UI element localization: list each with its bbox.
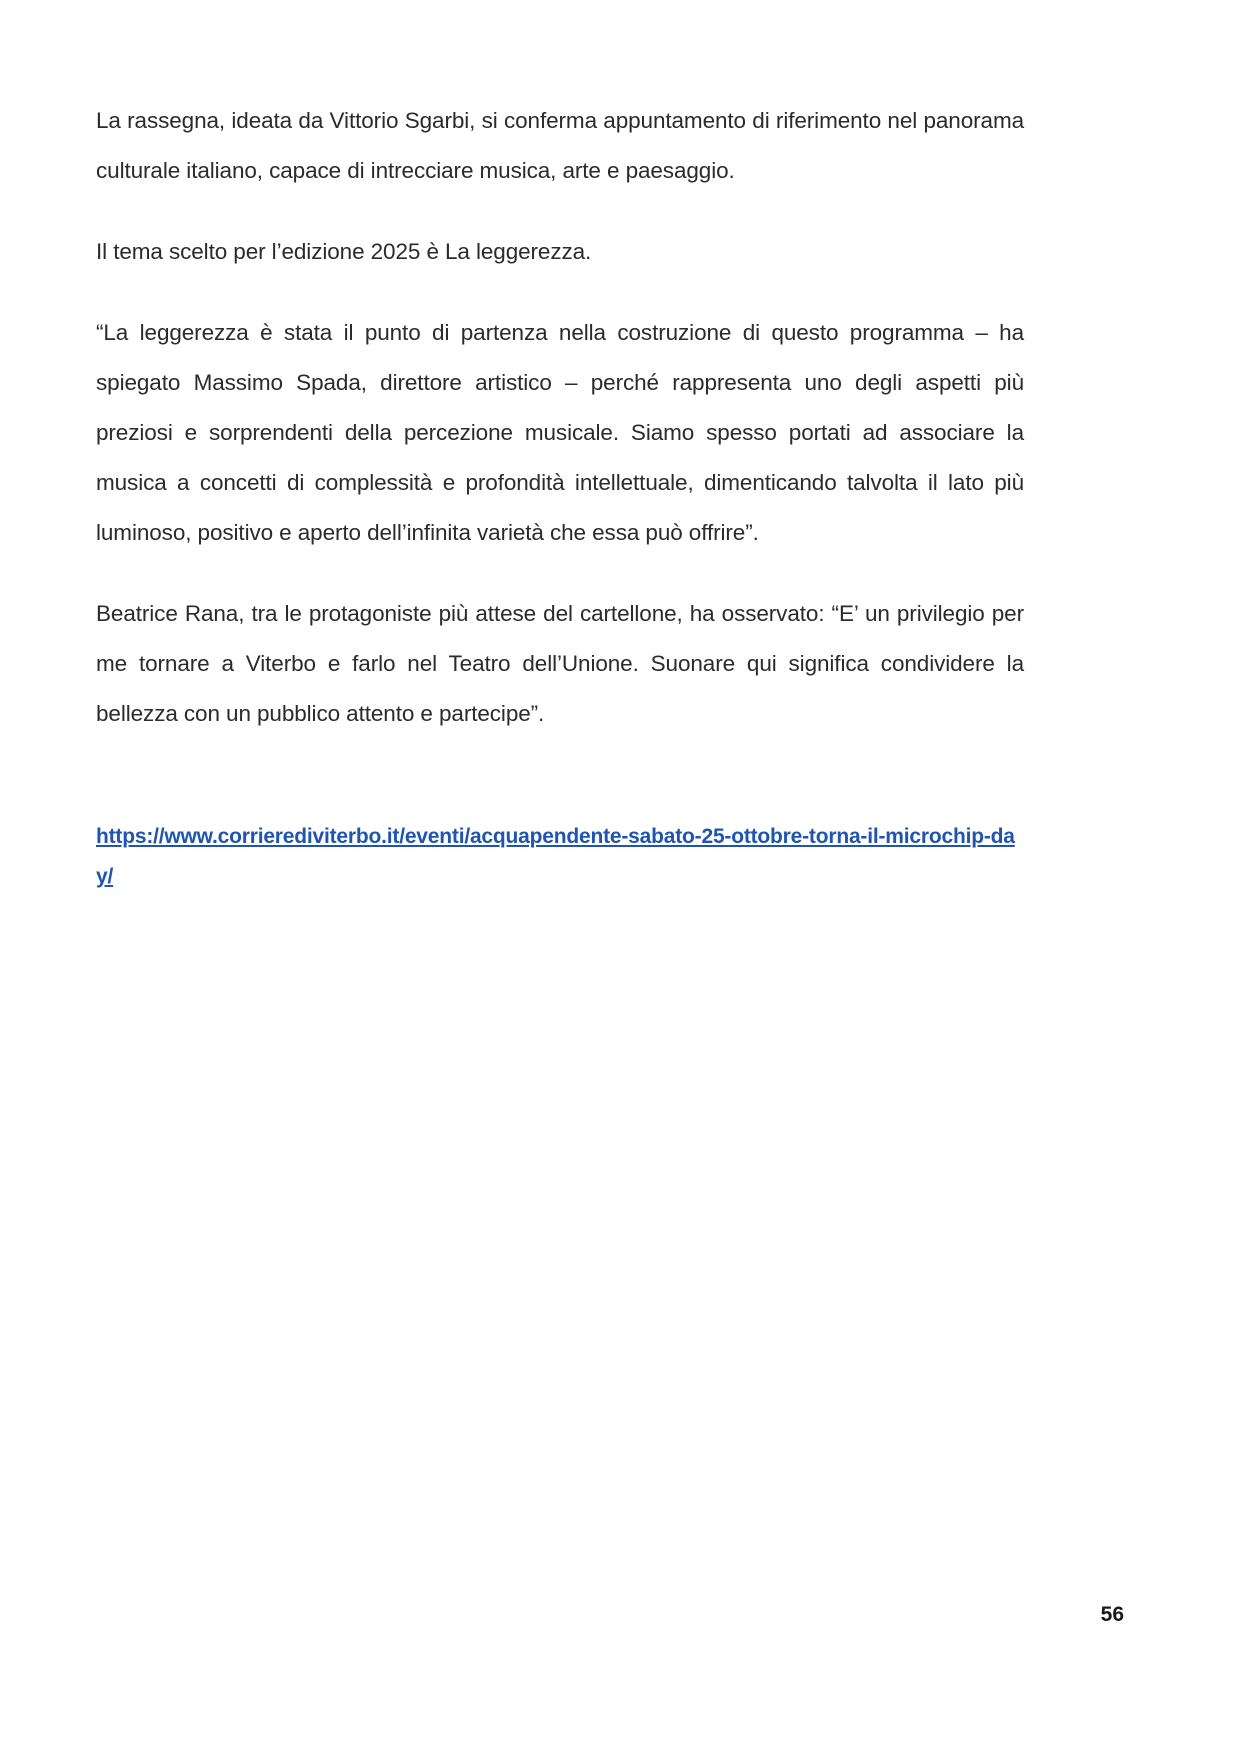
source-url-link[interactable]: https://www.corrierediviterbo.it/eventi/acquapendente-sabato-25-ottobre-torna-il-microchip-day/ — [96, 825, 1015, 888]
paragraph-rassegna: La rassegna, ideata da Vittorio Sgarbi, si conferma appuntamento di riferimento nel panorama culturale italiano, capace di intrecciare musica, arte e paesaggio. — [96, 108, 1024, 183]
page-content — [96, 96, 1024, 897]
paragraph-quote-spada: “La leggerezza è stata il punto di partenza nella costruzione di questo programma – ha spiegato Massimo Spada, direttore artistico – perché rappresenta uno degli aspetti più preziosi e sorprendenti della percezione musicale. Siamo spesso portati ad associare la musica a concetti di complessità e profondità intellettuale, dimenticando talvolta il lato più luminoso, positivo e aperto dell’infinita varietà che essa può offrire”. — [96, 320, 1024, 545]
source-link-block — [96, 817, 1024, 897]
page-number: 56 — [1100, 1603, 1124, 1626]
paragraph-quote-rana: Beatrice Rana, tra le protagoniste più attese del cartellone, ha osservato: “E’ un privilegio per me tornare a Viterbo e farlo nel Teatro dell’Unione. Suonare qui significa condividere la bellezza con un pubblico attento e partecipe”. — [96, 601, 1024, 726]
paragraph-tema-edizione: Il tema scelto per l’edizione 2025 è La leggerezza. — [96, 239, 592, 264]
